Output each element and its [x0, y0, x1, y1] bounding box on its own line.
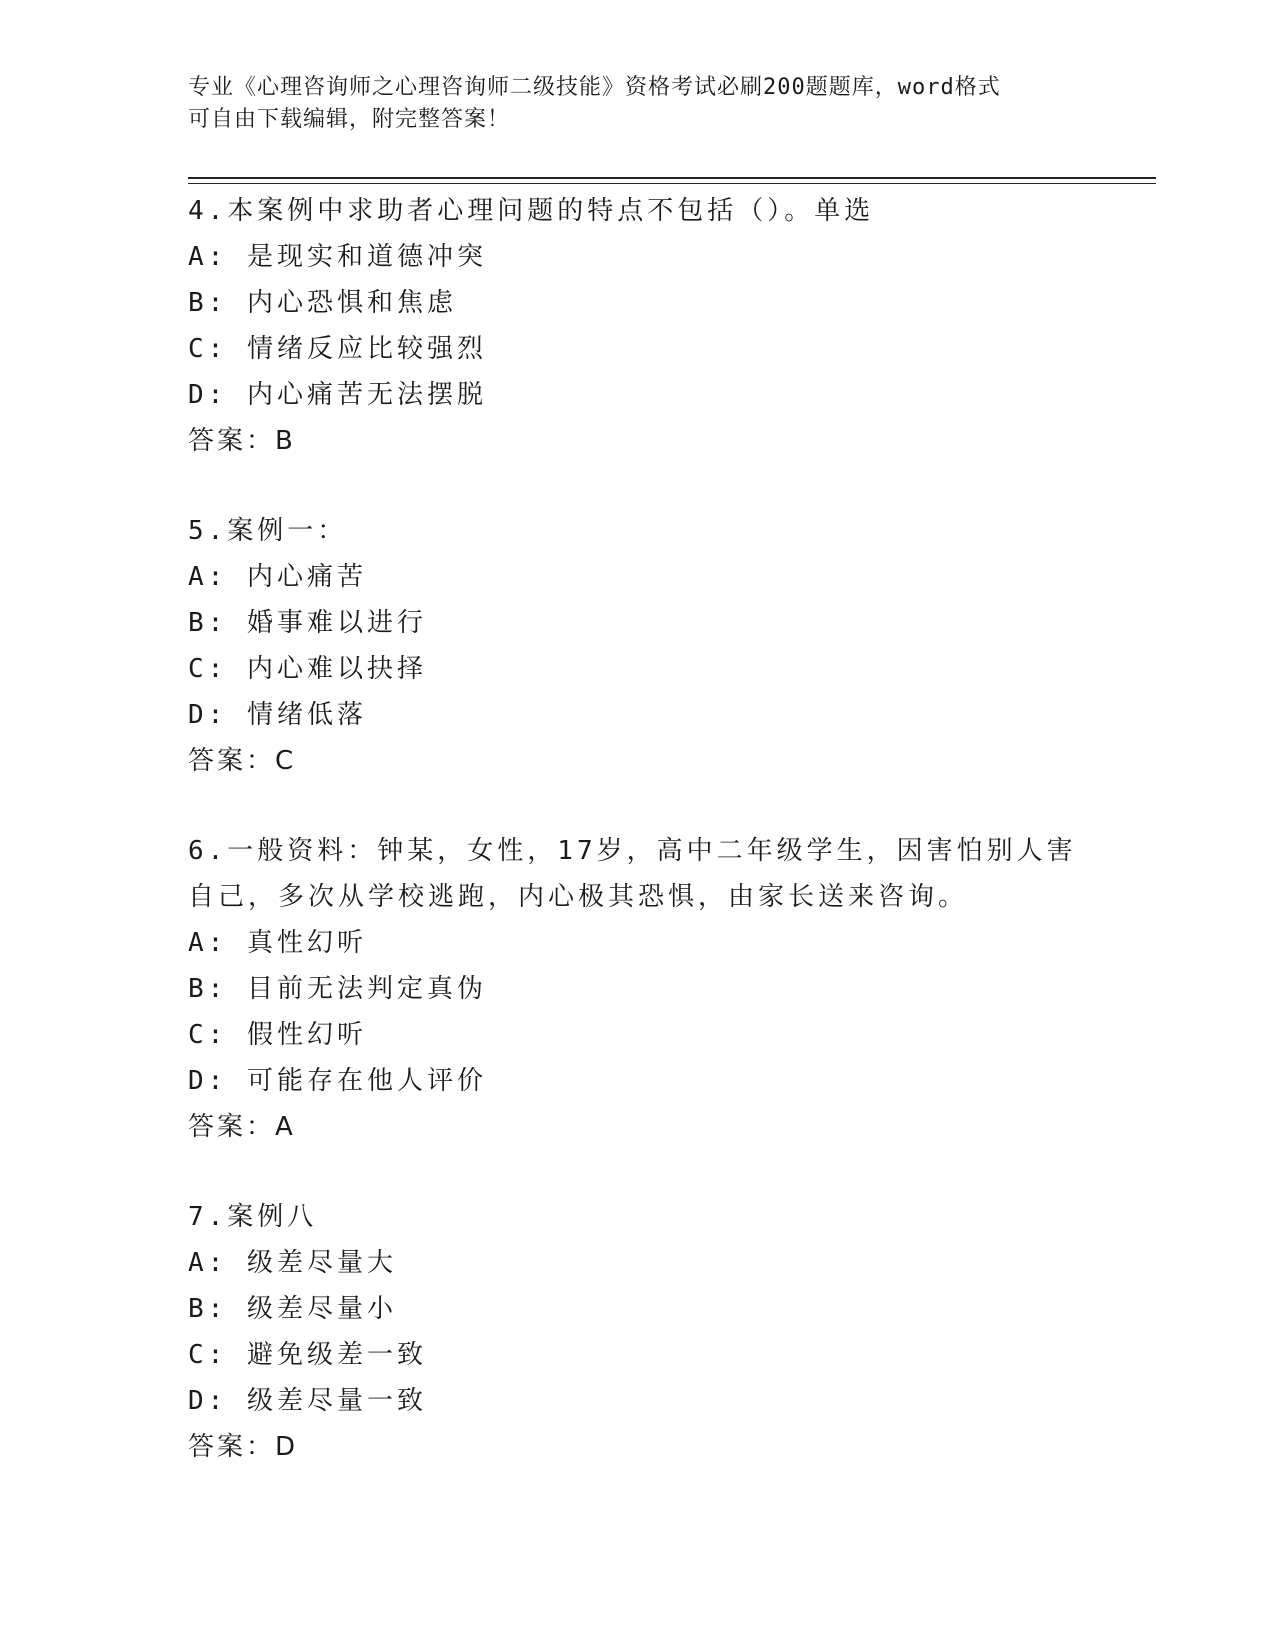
option-b: B: 婚事难以进行 [188, 608, 427, 638]
question-stem: 4.本案例中求助者心理问题的特点不包括（）。单选 [188, 196, 875, 226]
question-7 [188, 1194, 1088, 1470]
option-a: A: 内心痛苦 [188, 562, 367, 592]
option-a: A: 是现实和道德冲突 [188, 242, 487, 272]
question-4 [188, 188, 1088, 464]
question-stem: 5.案例一： [188, 516, 348, 546]
question-5 [188, 508, 1088, 784]
option-a: A: 真性幻听 [188, 928, 367, 958]
option-b: B: 内心恐惧和焦虑 [188, 288, 457, 318]
option-d: D: 可能存在他人评价 [188, 1066, 487, 1096]
answer: 答案：C [188, 746, 297, 776]
document-header [188, 72, 1088, 136]
option-c: C: 情绪反应比较强烈 [188, 334, 487, 364]
option-b: B: 目前无法判定真伪 [188, 974, 487, 1004]
header-divider-thick [188, 177, 1156, 179]
option-b: B: 级差尽量小 [188, 1294, 397, 1324]
answer: 答案：D [188, 1432, 299, 1462]
answer: 答案：B [188, 426, 296, 456]
question-list [188, 188, 1088, 1514]
option-d: D: 情绪低落 [188, 700, 367, 730]
option-c: C: 避免级差一致 [188, 1340, 427, 1370]
header-line-2: 可自由下载编辑，附完整答案！ [188, 107, 511, 132]
question-stem: 6.一般资料：钟某，女性，17岁，高中二年级学生，因害怕别人害自己，多次从学校逃跑，内心极其恐惧，由家长送来咨询。 [188, 836, 1077, 912]
header-line-1: 专业《心理咨询师之心理咨询师二级技能》资格考试必刷200题题库，word格式 [188, 75, 1001, 100]
question-6 [188, 828, 1088, 1150]
answer: 答案：A [188, 1112, 296, 1142]
header-divider-thin [188, 183, 1156, 184]
option-d: D: 级差尽量一致 [188, 1386, 427, 1416]
question-stem: 7.案例八 [188, 1202, 318, 1232]
option-a: A: 级差尽量大 [188, 1248, 397, 1278]
option-d: D: 内心痛苦无法摆脱 [188, 380, 487, 410]
option-c: C: 内心难以抉择 [188, 654, 427, 684]
option-c: C: 假性幻听 [188, 1020, 367, 1050]
